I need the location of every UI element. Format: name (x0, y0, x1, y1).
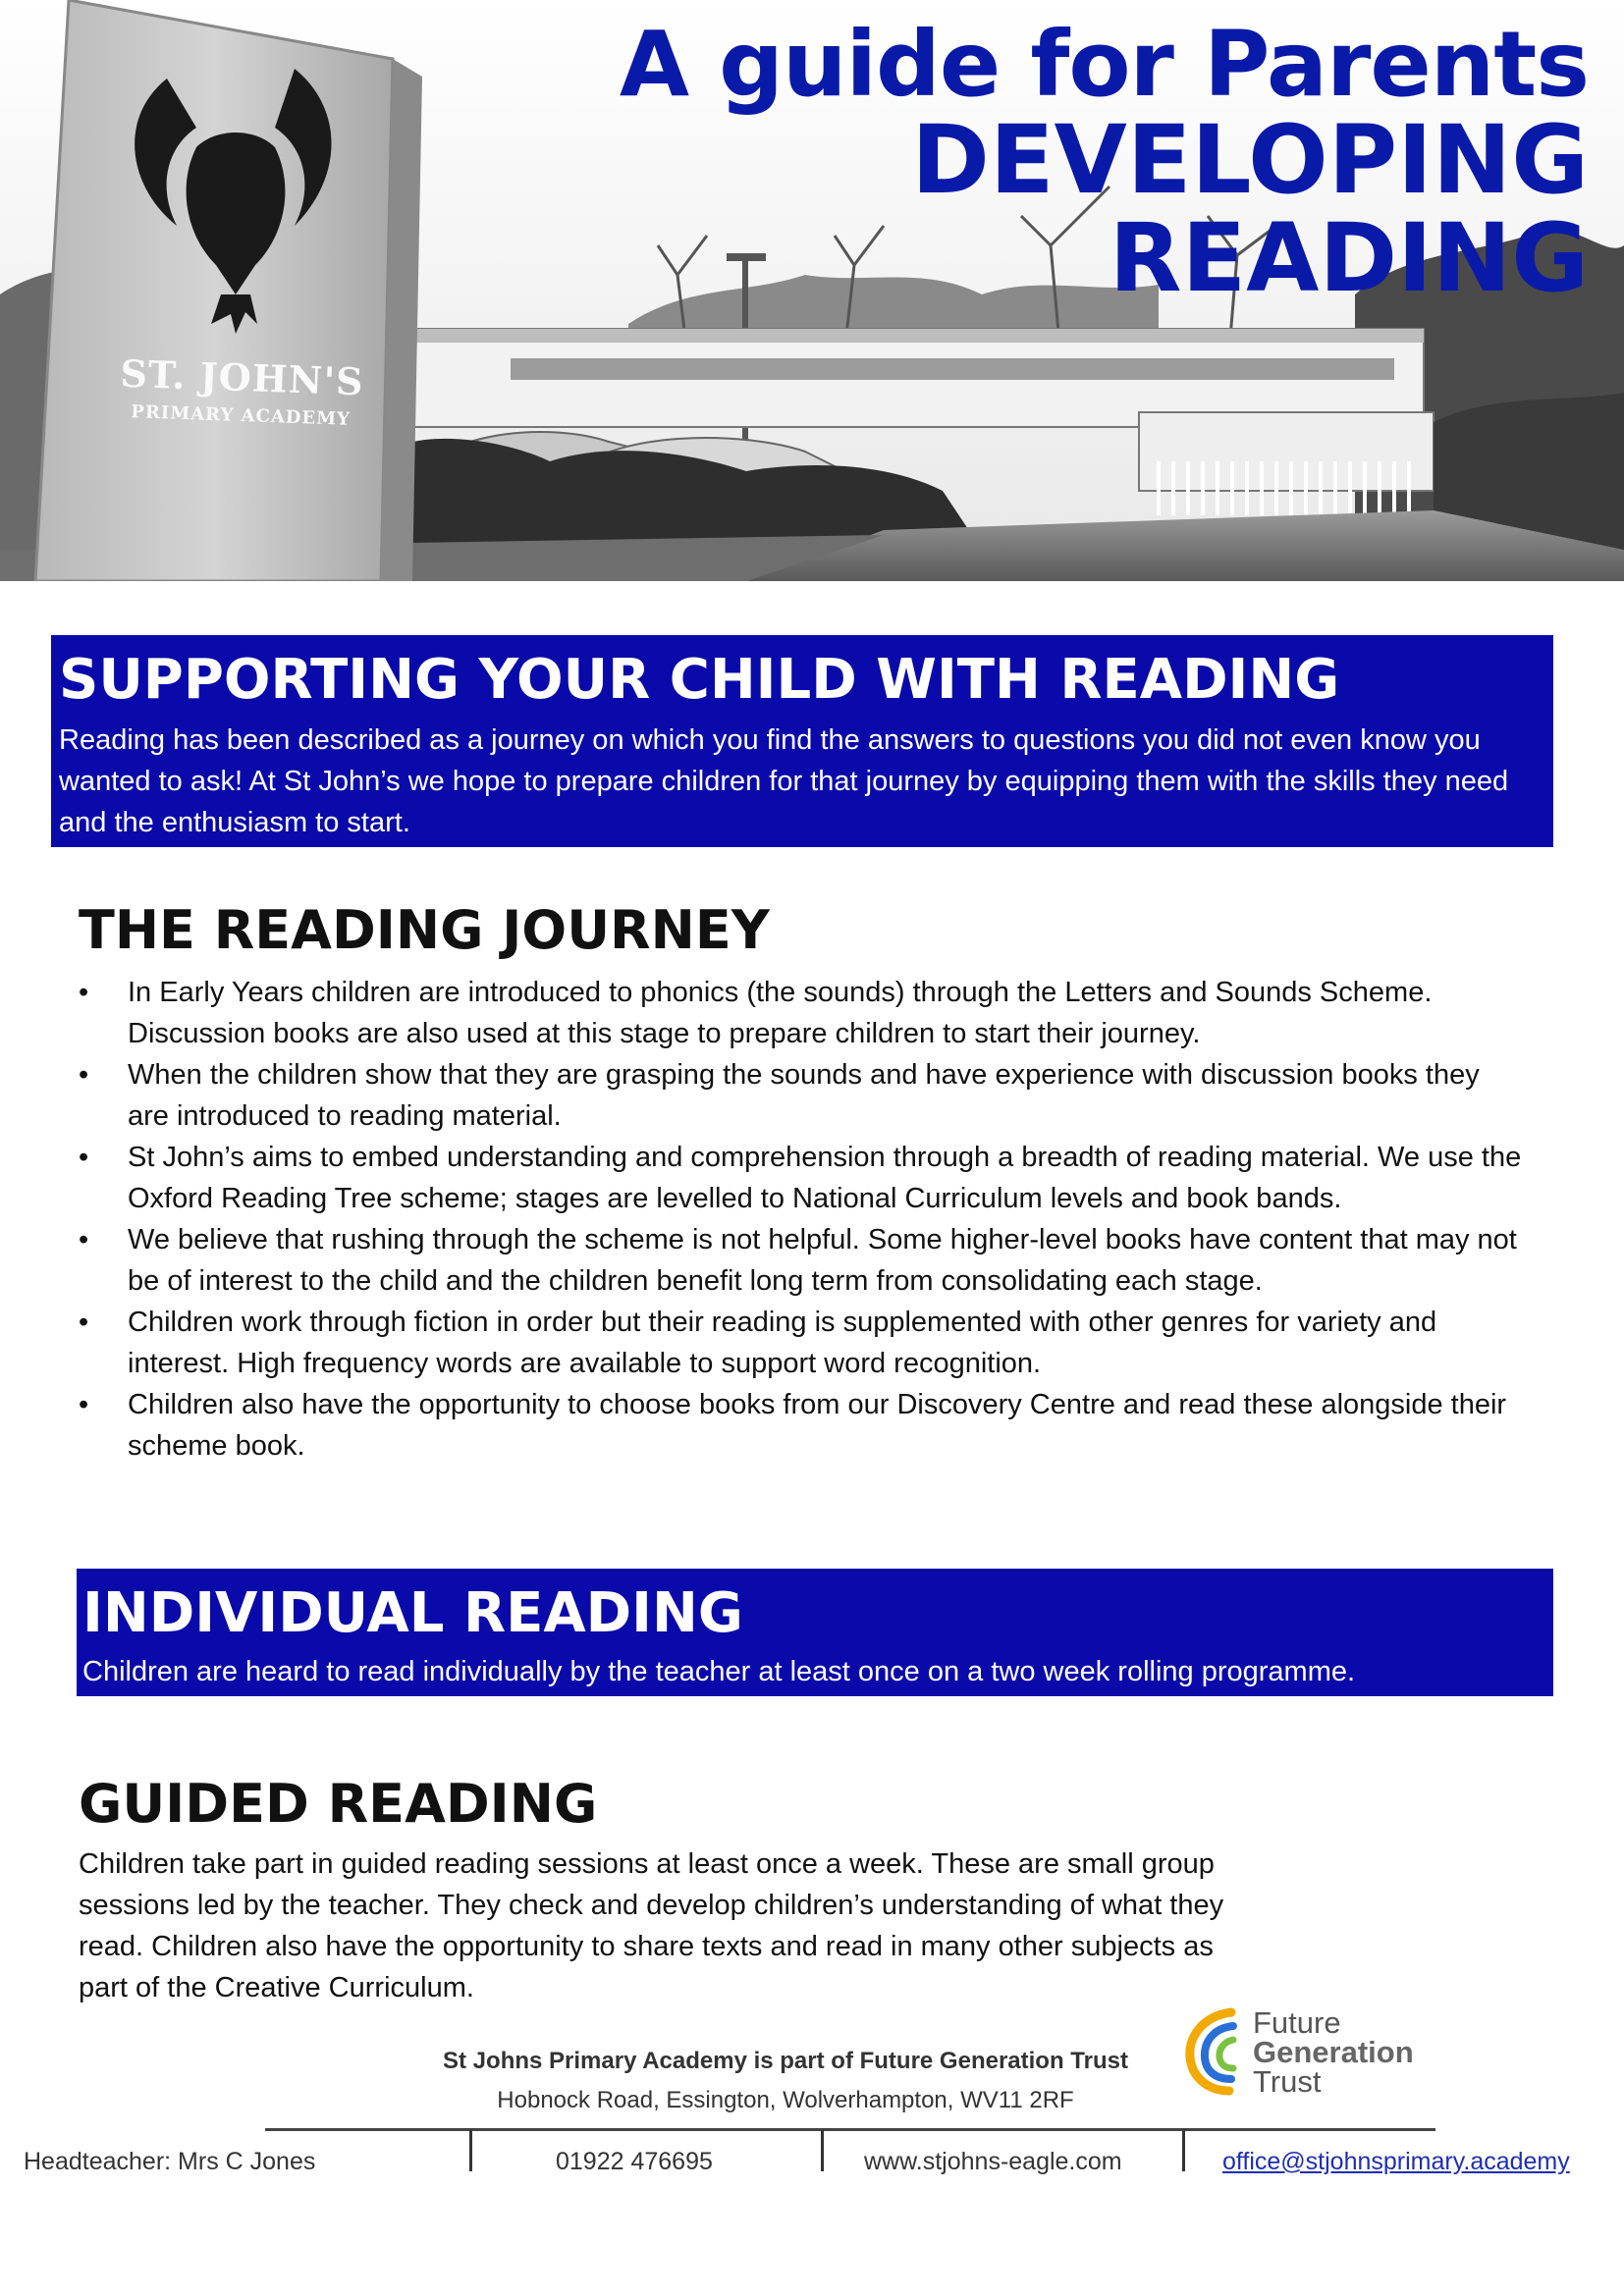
list-item-text: St John’s aims to embed understanding and comprehension through a breadth of reading material. We use the Oxford Reading Tree scheme; stages are levelled to National Curriculum levels and book bands. (128, 1142, 1522, 1214)
footer-separator (1182, 2130, 1185, 2171)
journey-heading: THE READING JOURNEY (79, 899, 770, 961)
supporting-text: Reading has been described as a journey on which you find the answers to questions you did not even know you wanted to ask! At St John’s we hope to prepare children for that journey by equipping them with the skills they need and the enthusiasm to start. (59, 724, 1509, 838)
list-item-text: When the children show that they are grasping the sounds and have experience with discussion books they are introduced to reading material. (128, 1059, 1480, 1132)
trust-statement: St Johns Primary Academy is part of Future Generation Trust (443, 2048, 1128, 2074)
footer-divider (265, 2128, 1435, 2131)
website-address: www.stjohns-eagle.com (864, 2148, 1122, 2175)
list-item-text: Children work through fiction in order but their reading is supplemented with other genres for variety and interest. High frequency words are available to support word recognition. (128, 1307, 1437, 1379)
header-photo (0, 0, 1624, 581)
list-item-text: We believe that rushing through the scheme is not helpful. Some higher-level books have content that may not be of interest to the child and the children benefit long term from consolidating each stage. (128, 1224, 1517, 1297)
list-item (79, 1384, 1522, 1467)
guided-heading: GUIDED READING (79, 1773, 598, 1835)
list-item (79, 1137, 1522, 1219)
sign-school-name: ST. JOHN'S (119, 350, 365, 404)
list-item-text: In Early Years children are introduced to phonics (the sounds) through the Letters and Sounds Scheme. Discussion books are also used at this stage to prepare children to start their journey. (128, 977, 1433, 1049)
title-line-reading: READING (1109, 202, 1589, 313)
individual-heading: INDIVIDUAL READING (82, 1581, 743, 1645)
headteacher-label: Headteacher: Mrs C Jones (24, 2148, 316, 2175)
supporting-heading: SUPPORTING YOUR CHILD WITH READING (59, 648, 1340, 712)
trust-swirl-icon (1182, 2002, 1251, 2101)
list-item-text: Children also have the opportunity to choose books from our Discovery Centre and read these alongside their scheme book. (128, 1389, 1507, 1462)
bullet-icon: • (79, 1059, 89, 1091)
phone-number: 01922 476695 (556, 2148, 713, 2175)
title-line-guide: A guide for Parents (619, 12, 1589, 117)
bullet-icon: • (79, 1224, 89, 1255)
journey-list (79, 972, 1522, 1467)
list-item (79, 1219, 1522, 1302)
individual-banner (77, 1569, 1553, 1696)
page-title (619, 12, 1589, 313)
email-link[interactable]: office@stjohnsprimary.academy (1222, 2148, 1570, 2175)
school-address: Hobnock Road, Essington, Wolverhampton, WV11 2RF (497, 2087, 1074, 2113)
footer-separator (469, 2130, 472, 2171)
list-item (79, 1302, 1522, 1384)
logo-word-future: Future (1253, 2005, 1341, 2040)
list-item (79, 972, 1522, 1054)
bullet-icon: • (79, 1389, 89, 1420)
individual-text: Children are heard to read individually by the teacher at least once on a two week rolling programme. (82, 1656, 1356, 1687)
logo-word-generation: Generation (1253, 2035, 1414, 2069)
guided-text: Children take part in guided reading sessions at least once a week. These are small group sessions led by the teacher. They check and develop children’s understanding of what they read. Children also have the opportunity to share texts and read in many other subjects as part of the Creative Curriculum. (79, 1848, 1224, 2003)
bullet-icon: • (79, 1307, 89, 1338)
list-item (79, 1054, 1522, 1137)
bullet-icon: • (79, 1142, 89, 1173)
sign-school-subtitle: PRIMARY ACADEMY (130, 401, 352, 430)
bullet-icon: • (79, 977, 89, 1008)
footer-separator (821, 2130, 824, 2171)
title-line-developing: DEVELOPING (911, 104, 1589, 215)
supporting-banner (51, 635, 1553, 847)
logo-word-trust: Trust (1253, 2064, 1322, 2099)
future-generation-trust-logo (1182, 2002, 1457, 2101)
